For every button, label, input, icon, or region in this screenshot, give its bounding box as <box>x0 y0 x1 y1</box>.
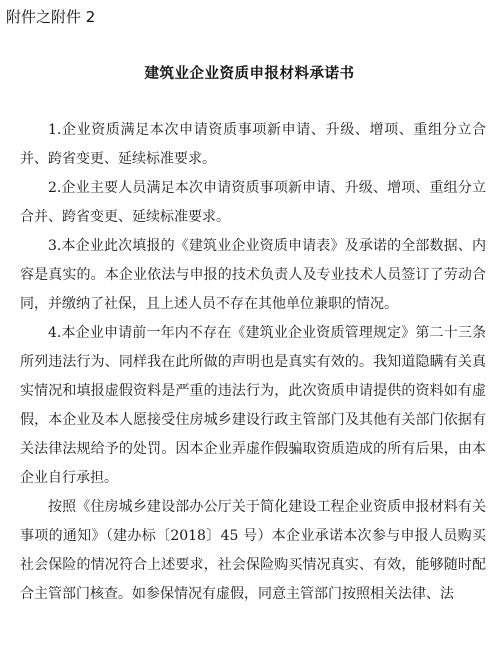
attachment-label: 附件之附件 2 <box>6 8 96 26</box>
paragraph-3: 3.本企业此次填报的《建筑业企业资质申请表》及承诺的全部数据、内容是真实的。本企业依法与申报的技术负责人及专业技术人员签订了劳动合同，并缴纳了社保，且上述人员不存在其他单位兼职的情况。 <box>20 238 486 312</box>
paragraph-1: 1.企业资质满足本次申请资质事项新申请、升级、增项、重组分立合并、跨省变更、延续标准要求。 <box>20 122 486 167</box>
paragraph-4: 4.本企业申请前一年内不存在《建筑业企业资质管理规定》第二十三条所列违法行为、同样我在此所做的声明也是真实有效的。我知道隐瞒有关真实情况和填报虚假资料是严重的违法行为，此次资质申请提供的资料如有虚假，本企业及本人愿接受住房城乡建设行政主管部门及其他有关部门依据有关法律法规给予的处罚。因本企业弄虚作假骗取资质造成的所有后果，由本企业自行承担。 <box>20 325 486 486</box>
paragraph-2: 2.企业主要人员满足本次申请资质事项新申请、升级、增项、重组分立合并、跨省变更、延续标准要求。 <box>20 180 486 225</box>
paragraph-5: 按照《住房城乡建设部办公厅关于简化建设工程企业资质申报材料有关事项的通知》（建办标〔2018〕45 号）本企业承诺本次参与申报人员购买社会保险的情况符合上述要求，社会保险购买情况真实、有效，能够随时配合主管部门核查。如参保情况有虚假，同意主管部门按照相关法律、法 <box>20 499 486 602</box>
document-title: 建筑业企业资质申报材料承诺书 <box>144 66 355 82</box>
document-body <box>20 116 486 609</box>
